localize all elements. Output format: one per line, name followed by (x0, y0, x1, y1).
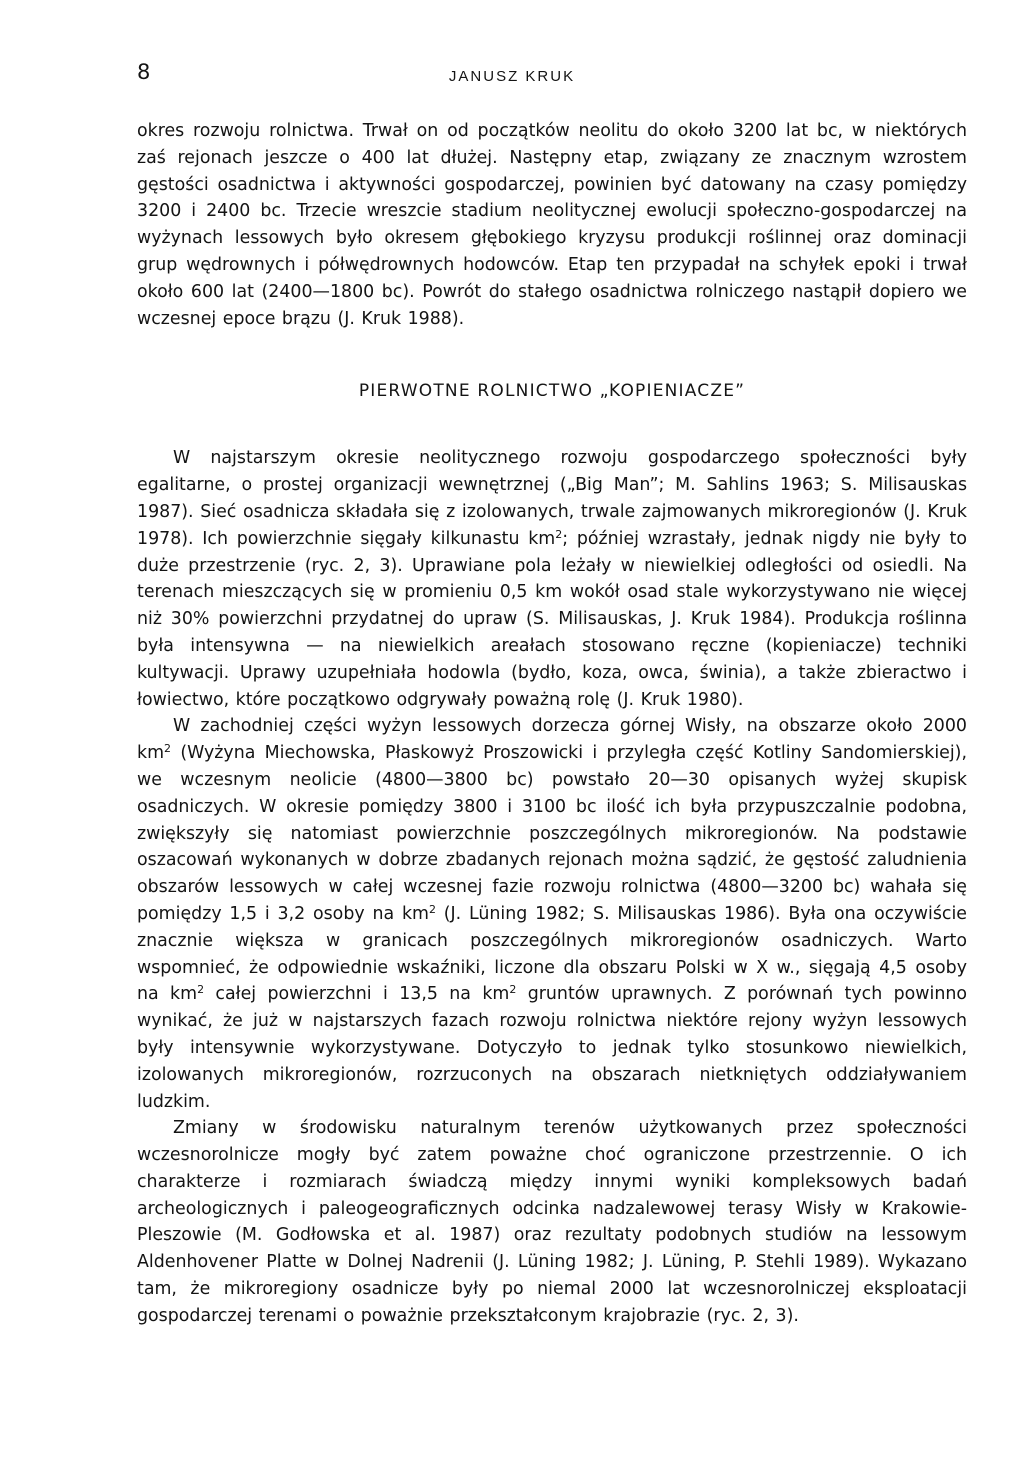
superscript: 2 (555, 527, 563, 541)
paragraph-2-text-d: całej powierzchni i 13,5 na km (204, 984, 510, 1005)
paragraph-2 (137, 713, 967, 1115)
paragraph-2-text-c: (J. Lüning 1982; S. Milisauskas 1986). Była ona oczywiście znacznie większa w granicach poszczególnych mikroregionów osadniczych. Warto wspomnieć, że odpowiednie wskaźniki, liczone dla obszaru Polski w X w., sięgają 4,5 osoby na km (137, 903, 967, 1005)
section-heading: PIERWOTNE ROLNICTWO „KOPIENIACZE” (358, 381, 746, 402)
paragraph-3: Zmiany w środowisku naturalnym terenów użytkowanych przez społeczności wczesnorolnicze mogły być zatem poważne choć ograniczone przestrzennie. O ich charakterze i rozmiarach świadczą między innymi wyniki kompleksowych badań archeologicznych i paleogeograficznych odcinka nadzalewowej terasy Wisły w Krakowie-Pleszowie (M. Godłowska et al. 1987) oraz rezultaty podobnych studiów na lessowym Aldenhovener Platte w Dolnej Nadrenii (J. Lüning 1982; J. Lüning, P. Stehli 1989). Wykazano tam, że mikroregiony osadnicze były po niemal 2000 lat wczesnorolniczej eksploatacji gospodarczej terenami o poważnie przekształconym krajobrazie (ryc. 2, 3). (137, 1118, 967, 1326)
paragraph-1-text-a: W najstarszym okresie neolitycznego rozwoju gospodarczego społeczności były egalitarne, o prostej organizacji wewnętrznej („Big Man”; M. Sahlins 1963; S. Milisauskas 1987). Sieć osadnicza składała się z izolowanych, trwale zajmowanych mikroregionów (J. Kruk 1978). Ich powierzchnie sięgały kilkunastu km (137, 448, 967, 549)
paragraph-1-text-b: ; później wzrastały, jednak nigdy nie były to duże przestrzenie (ryc. 2, 3). Uprawiane pola leżały w niewielkiej odległości od osiedli. Na terenach mieszczących się w promieniu 0,5 km wokół osad stale wykorzystywano nie więcej niż 30% powierzchni przydatnej do upraw (S. Milisauskas, J. Kruk 1984). Produkcja roślinna była intensywna — na niewielkich areałach stosowano ręczne (kopieniacze) techniki kultywacji. Uprawy uzupełniała hodowla (bydło, koza, owca, świnia), a także zbieractwo i łowiectwo, które początkowo odgrywały poważną rolę (J. Kruk 1980). (137, 528, 967, 710)
superscript: 2 (164, 742, 172, 756)
running-title: JANUSZ KRUK (448, 68, 576, 85)
paragraph-2-text-e: gruntów uprawnych. Z porównań tych powinno wynikać, że już w najstarszych fazach rozwoju rolnictwa niektóre rejony wyżyn lessowych były intensywnie wykorzystywane. Dotyczyło to jednak tylko stosunkowo niewielkich, izolowanych mikroregionów, rozrzuconych na obszarach nietkniętych oddziaływaniem ludzkim. (137, 984, 967, 1112)
superscript: 2 (509, 983, 517, 997)
body-text (137, 118, 967, 1330)
paragraph-1 (137, 445, 967, 713)
paragraph-2-text-b: (Wyżyna Miechowska, Płaskowyż Proszowicki i przyległa część Kotliny Sandomierskiej), we wczesnym neolicie (4800—3800 bc) powstało 20—30 opisanych wyżej skupisk osadniczych. W okresie pomiędzy 3800 i 3100 bc ilość ich była przypuszczalnie podobna, zwiększyły się natomiast powierzchnie poszczególnych mikroregionów. Na podstawie oszacowań wykonanych w dobrze zbadanych rejonach można sądzić, że gęstość zaludnienia obszarów lessowych w całej wczesnej fazie rozwoju rolnictwa (4800—3200 bc) wahała się pomiędzy 1,5 i 3,2 osoby na km (137, 743, 967, 924)
intro-paragraph: okres rozwoju rolnictwa. Trwał on od początków neolitu do około 3200 lat bc, w niektórych zaś rejonach jeszcze o 400 lat dłużej. Następny etap, związany ze znacznym wzrostem gęstości osadnictwa i aktywności gospodarczej, powinien być datowany na czasy pomiędzy 3200 i 2400 bc. Trzecie wreszcie stadium neolitycznej ewolucji społeczno-gospodarczej na wyżynach lessowych było okresem głębokiego kryzysu produkcji roślinnej oraz dominacji grup wędrownych i półwędrownych hodowców. Etap ten przypadał na schyłek epoki i trwał około 600 lat (2400—1800 bc). Powrót do stałego osadnictwa rolniczego nastąpił dopiero we wczesnej epoce brązu (J. Kruk 1988). (137, 121, 967, 329)
page-number: 8 (137, 60, 151, 84)
paragraph-2-text-a: W zachodniej części wyżyn lessowych dorzecza górnej Wisły, na obszarze około 2000 km (137, 716, 967, 764)
superscript: 2 (197, 983, 205, 997)
superscript: 2 (428, 902, 436, 916)
